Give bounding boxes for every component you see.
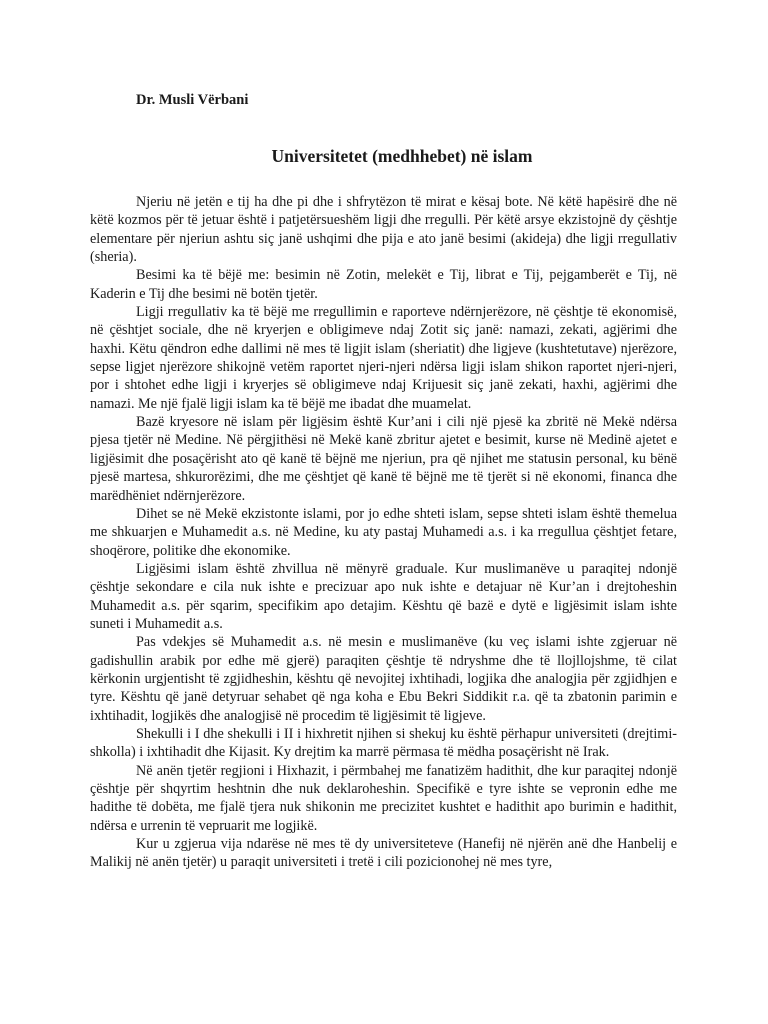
paragraph: Kur u zgjerua vija ndarëse në mes të dy universiteteve (Hanefij në njërën anë dhe Hanbelij e Malikij në anën tjetër) u paraqit universiteti i tretë i cili pozicionohej në mes tyre,	[90, 836, 677, 871]
paragraph: Dihet se në Mekë ekzistonte islami, por jo edhe shteti islam, sepse shteti islam është themelua me shkuarjen e Muhamedit a.s. në Medine, ku aty pastaj Muhamedi a.s. i ka rregullua çështjet fetare, shoqërore, politike dhe ekonomike.	[90, 505, 677, 559]
paragraph: Ligji rregullativ ka të bëjë me rregullimin e raporteve ndërnjerëzore, në çështje të ekonomisë, në çështjet sociale, dhe në kryerjen e obligimeve ndaj Zotit siç janë: namazi, zekati, agjërimi dhe haxhi. Këtu qëndron edhe dallimi në mes të ligjit islam (sheriatit) dhe ligjeve (kushtetutave) njerëzore, sepse ligjet njerëzore shikojnë vetëm raportet njeri-njeri ndërsa ligji islam shikon raportet njeri-njeri, por i shtohet edhe ligji i kryerjes së obligimeve ndaj Krijuesit siç janë zekati, haxhi, agjërimi dhe namazi. Me një fjalë ligji islam ka të bëjë me ibadat dhe muamelat.	[90, 304, 677, 412]
paragraph: Njeriu në jetën e tij ha dhe pi dhe i shfrytëzon të mirat e kësaj bote. Në këtë hapësirë dhe në këtë kozmos për të jetuar është i patjetërsueshëm ligji dhe rregulli. Për këtë arsye ekzistojnë dy çështje elementare për njeriun ashtu siç janë ushqimi dhe pija e ato janë besimi (akideja) dhe ligji rregullativ (sheria).	[90, 194, 677, 266]
paragraph: Ligjësimi islam është zhvillua në mënyrë graduale. Kur muslimanëve u paraqitej ndonjë çështje sekondare e cila nuk ishte e precizuar apo nuk ishte e detajuar në Kur’an i drejtoheshin Muhamedit a.s. për sqarim, specifikim apo detajim. Kështu që bazë e dytë e ligjësimit islam ishte suneti i Muhamedit a.s.	[90, 560, 677, 632]
document-body	[90, 193, 677, 872]
paragraph: Pas vdekjes së Muhamedit a.s. në mesin e muslimanëve (ku veç islami ishte zgjeruar në gadishullin arabik por edhe më gjerë) paraqiten çështje të ndryshme dhe të llojllojshme, të cilat kërkonin urgjentisht të zgjidheshin, kështu që nevojitej ixhtihadi, logjika dhe analogjia për zgjidhjen e tyre. Kështu që janë detyruar sehabet që nga koha e Ebu Bekri Siddikit r.a. që ta zbatonin parimin e ixhtihadit, logjikës dhe analogjisë në procedim të ligjësimit të ligjeve.	[90, 634, 677, 724]
paragraph: Shekulli i I dhe shekulli i II i hixhretit njihen si shekuj ku është përhapur universiteti (drejtimi-shkolla) i ixhtihadit dhe Kijasit. Ky drejtim ka marrë përmasa të mëdha posaçërisht në Irak.	[90, 725, 677, 761]
paragraph: Në anën tjetër regjioni i Hixhazit, i përmbahej me fanatizëm hadithit, dhe kur paraqitej ndonjë çështje për shqyrtim heshtnin dhe nuk deklaroheshin. Specifikë e tyre ishte se vepronin edhe me hadithe të dobëta, me fjalë tjera nuk shikonin me precizitet kushtet e hadithit apo burimin e hadithit, ndërsa e urrenin të vepruarit me logjikë.	[90, 762, 677, 834]
author-name: Dr. Musli Vërbani	[136, 92, 249, 108]
document-title: Universitetet (medhhebet) në islam	[271, 146, 533, 166]
paragraph: Besimi ka të bëjë me: besimin në Zotin, melekët e Tij, librat e Tij, pejgamberët e Tij, në Kaderin e Tij dhe besimi në botën tjetër.	[90, 267, 677, 302]
paragraph: Bazë kryesore në islam për ligjësim është Kur’ani i cili një pjesë ka zbritë në Mekë ndërsa pjesa tjetër në Medine. Në përgjithësi në Mekë kanë zbritur ajetet e besimit, kurse në Medinë ajetet e ligjësimit dhe posaçërisht ato që kanë të bëjnë me njeriun, pra që njihet me statusin personal, ku bënë pjesë martesa, shkurorëzimi, dhe me çështjet që kanë të bëjnë me të tjerët si në ekonomi, financa dhe marëdhëniet ndërnjerëzore.	[90, 414, 677, 504]
